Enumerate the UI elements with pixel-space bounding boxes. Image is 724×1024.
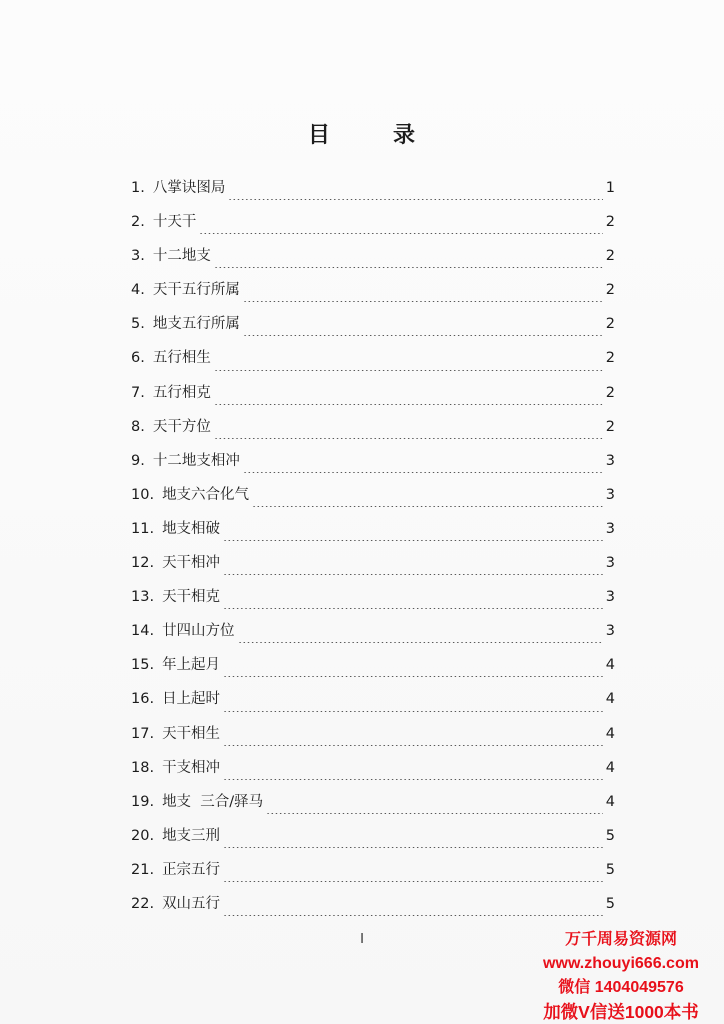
watermark-url: www.zhouyi666.com [543,955,699,972]
toc-entry-title: 地支三刑 [162,827,221,844]
dot-leader [223,847,603,848]
dot-leader [223,540,603,541]
dot-leader [214,370,603,371]
toc-entry-title: 十二地支相冲 [152,452,240,469]
toc-entry-page: 4 [605,759,615,776]
dot-leader [214,404,603,405]
dot-leader [238,642,603,643]
toc-entry-page: 2 [605,350,615,367]
toc-entry [131,857,615,891]
toc-entry-title: 五行相生 [152,350,211,367]
toc-entry-number: 22. [131,895,155,912]
toc-entry [131,482,615,516]
toc-entry-number: 19. [131,793,155,810]
toc-entry-page: 2 [605,214,615,231]
watermark-promo: 加微V信送1000本书 [543,1002,699,1022]
toc-entry-title: 年上起月 [162,657,221,674]
toc-entry [131,243,615,277]
toc-entry [131,789,615,823]
toc-entry [131,721,615,755]
toc-entry-title: 地支五行所属 [152,316,240,333]
dot-leader [223,711,603,712]
toc-entry-title: 天干五行所属 [152,282,240,299]
toc-entry [131,380,615,414]
toc-entry-page: 2 [605,248,615,265]
dot-leader [243,472,603,473]
toc-entry [131,448,615,482]
dot-leader [266,813,603,814]
watermark-wechat: 微信 1404049576 [558,979,684,996]
toc-entry-title: 日上起时 [162,691,221,708]
toc-entry-page: 3 [605,520,615,537]
toc-entry-number: 16. [131,691,155,708]
dot-leader [223,779,603,780]
toc-entry [131,891,615,925]
toc-entry-number: 15. [131,657,155,674]
toc-entry [131,584,615,618]
toc-entry-title: 八掌诀图局 [152,180,226,196]
toc-entry [131,652,615,686]
toc-entry-page: 4 [605,793,615,810]
title-char-left: 目 [307,123,331,148]
toc-entry-title: 天干方位 [152,418,211,435]
toc-entry-title: 地支六合化气 [162,486,250,503]
dot-leader [223,881,603,882]
toc-entry-number: 4. [131,282,145,299]
toc-entry [131,618,615,652]
dot-leader [252,506,603,507]
dot-leader [228,199,602,200]
toc-entry-number: 2. [131,214,145,231]
toc-entry [131,345,615,379]
dot-leader [214,267,603,268]
toc-entry-title: 天干相生 [162,725,221,742]
dot-leader [223,676,603,677]
toc-entry-title: 廿四山方位 [162,623,235,640]
toc-entry [131,311,615,345]
toc-entry-page: 3 [605,623,615,640]
dot-leader [223,745,603,746]
toc-entry-title: 天干相克 [162,589,221,606]
toc-entry-number: 8. [131,418,145,435]
watermark-site-name: 万千周易资源网 [564,931,677,948]
toc-entry-page: 1 [605,180,615,196]
toc-entry-title: 十二地支 [152,248,211,265]
toc-entry-title: 五行相克 [152,384,211,401]
toc-entry [131,277,615,311]
toc-entry-title: 干支相冲 [162,759,221,776]
toc-entry-number: 13. [131,589,155,606]
dot-leader [243,301,603,302]
toc-entry-page: 4 [605,725,615,742]
toc-entry-title: 地支 三合/驿马 [162,793,264,810]
toc-entry [131,755,615,789]
toc-entry [131,823,615,857]
toc-entry-page: 5 [605,827,615,844]
toc-entry-page: 4 [605,657,615,674]
toc-entry [131,550,615,584]
page-title [0,118,724,149]
toc-entry [131,516,615,550]
toc-entry-title: 双山五行 [162,895,221,912]
watermark [518,928,724,1024]
toc-entry [131,209,615,243]
toc-entry-page: 5 [605,895,615,912]
page-number: I [360,932,364,947]
title-char-right: 录 [393,123,417,148]
toc-entry-number: 17. [131,725,155,742]
toc-entry-page: 3 [605,486,615,503]
toc-entry-page: 2 [605,282,615,299]
toc-entry [131,414,615,448]
toc-entry-number: 20. [131,827,155,844]
toc-entry-number: 7. [131,384,145,401]
toc-entry-number: 18. [131,759,155,776]
dot-leader [243,335,603,336]
toc-entry-page: 4 [605,691,615,708]
toc-entry-page: 5 [605,861,615,878]
toc-entry-page: 3 [605,452,615,469]
dot-leader [223,915,603,916]
dot-leader [199,233,602,234]
toc-entry-number: 21. [131,861,155,878]
table-of-contents [131,175,615,925]
toc-entry-page: 2 [605,418,615,435]
dot-leader [214,438,603,439]
toc-entry-number: 6. [131,350,145,367]
toc-entry-title: 天干相冲 [162,555,221,572]
toc-entry-title: 十天干 [152,214,197,231]
dot-leader [223,574,603,575]
dot-leader [223,608,603,609]
toc-entry [131,175,615,209]
toc-entry-title: 地支相破 [162,520,221,537]
toc-entry-number: 1. [131,180,145,196]
toc-entry-number: 14. [131,623,155,640]
toc-entry-title: 正宗五行 [162,861,221,878]
toc-entry-number: 5. [131,316,145,333]
toc-entry-number: 9. [131,452,145,469]
toc-entry-page: 3 [605,589,615,606]
toc-entry-number: 10. [131,486,155,503]
toc-entry-number: 3. [131,248,145,265]
toc-entry-page: 2 [605,384,615,401]
toc-entry-number: 12. [131,555,155,572]
toc-entry-page: 3 [605,555,615,572]
toc-entry [131,686,615,720]
toc-entry-number: 11. [131,520,155,537]
toc-entry-page: 2 [605,316,615,333]
